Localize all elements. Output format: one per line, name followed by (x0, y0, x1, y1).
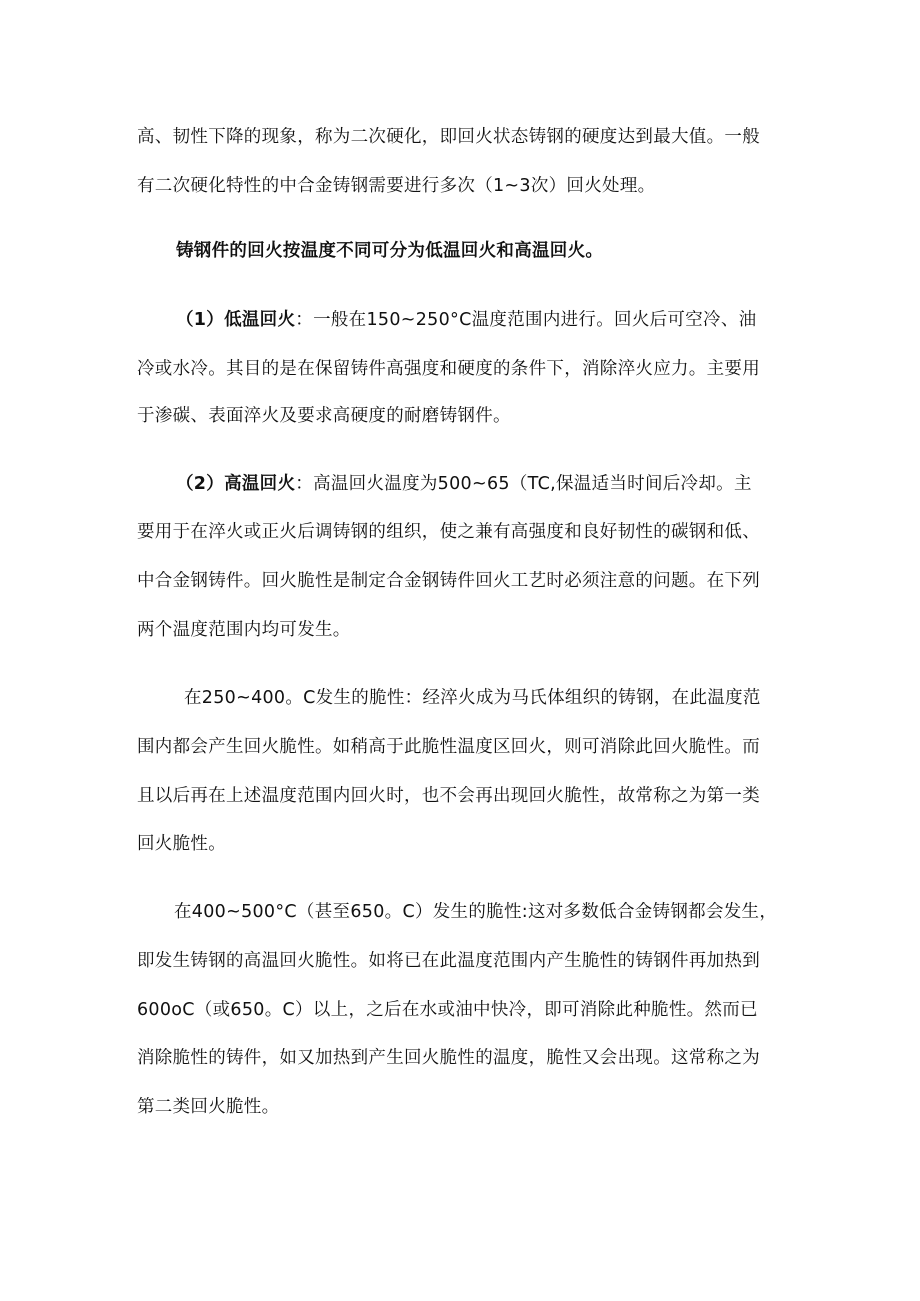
paragraph-6-line-4 (137, 1046, 760, 1070)
paragraph-5-line-3 (137, 784, 760, 808)
high-temp-tempering-label: （2）高温回火 (176, 474, 296, 494)
text-run: 高、韧性下降的现象，称为二次硬化，即回火状态铸钢的硬度达到最大值。一般 (137, 127, 760, 147)
text-run: 冷或水冷。其目的是在保留铸件高强度和硬度的条件下，消除淬火应力。主要用 (137, 359, 760, 379)
paragraph-6-line-1 (174, 900, 777, 924)
text-run: 中合金钢铸件。回火脆性是制定合金钢铸件回火工艺时必须注意的问题。在下列 (137, 571, 760, 591)
paragraph-6-line-2 (137, 949, 760, 973)
paragraph-1-line-1 (137, 125, 760, 149)
text-run: 要用于在淬火或正火后调铸钢的组织，使之兼有高强度和良好韧性的碳钢和低、 (137, 522, 760, 542)
text-run: 于渗碳、表面淬火及要求高硬度的耐磨铸钢件。 (137, 406, 511, 426)
paragraph-4-line-1 (176, 472, 752, 496)
paragraph-2-heading (176, 239, 603, 263)
text-run: 即发生铸钢的高温回火脆性。如将已在此温度范围内产生脆性的铸钢件再加热到 (137, 951, 760, 971)
paragraph-3-line-3 (137, 404, 511, 428)
paragraph-5-line-1 (184, 686, 761, 710)
text-run: 有二次硬化特性的中合金铸钢需要进行多次（1~3次）回火处理。 (137, 176, 656, 196)
text-run: ：高温回火温度为500~65（TC,保温适当时间后冷却。主 (295, 474, 752, 494)
text-run: 围内都会产生回火脆性。如稍高于此脆性温度区回火，则可消除此回火脆性。而 (137, 737, 760, 757)
text-run: 回火脆性。 (137, 834, 226, 854)
paragraph-3-line-2 (137, 357, 760, 381)
low-temp-tempering-label: （1）低温回火 (176, 310, 296, 330)
text-run: 两个温度范围内均可发生。 (137, 620, 351, 640)
paragraph-3-line-1 (176, 308, 756, 332)
text-run: 在400~500°C（甚至650。C）发生的脆性:这对多数低合金铸钢都会发生， (174, 902, 778, 922)
paragraph-4-line-3 (137, 569, 760, 593)
text-run: ：一般在150~250°C温度范围内进行。回火后可空冷、油 (295, 310, 757, 330)
paragraph-5-line-2 (137, 735, 760, 759)
paragraph-4-line-2 (137, 520, 760, 544)
text-run: 在250~400。C发生的脆性：经淬火成为马氏体组织的铸钢，在此温度范 (184, 688, 761, 708)
paragraph-1-line-2 (137, 174, 655, 198)
paragraph-6-line-5 (137, 1095, 279, 1119)
text-run: 第二类回火脆性。 (137, 1097, 280, 1117)
text-run: 铸钢件的回火按温度不同可分为低温回火和高温回火。 (176, 241, 604, 261)
paragraph-5-line-4 (137, 832, 226, 856)
paragraph-4-line-4 (137, 618, 351, 642)
text-run: 消除脆性的铸件，如又加热到产生回火脆性的温度，脆性又会出现。这常称之为 (137, 1048, 760, 1068)
text-run: 600oC（或650。C）以上，之后在水或油中快冷，即可消除此种脆性。然而已 (137, 1000, 758, 1020)
text-run: 且以后再在上述温度范围内回火时，也不会再出现回火脆性，故常称之为第一类 (137, 786, 760, 806)
paragraph-6-line-3 (137, 998, 758, 1022)
